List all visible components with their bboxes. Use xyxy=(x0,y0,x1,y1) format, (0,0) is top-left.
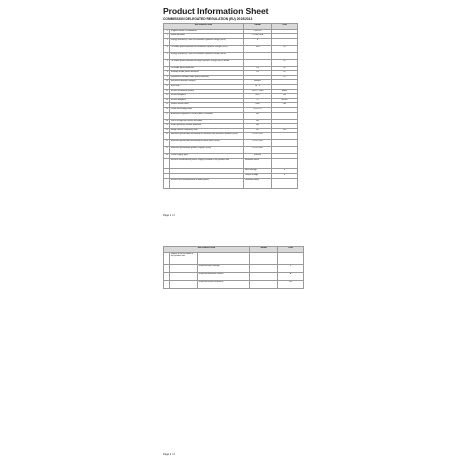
parameter-value: 01.01.2028 xyxy=(244,147,272,154)
parameter-label: Off mode power demand xyxy=(170,66,244,71)
parameter-unit xyxy=(272,133,298,140)
sub-unit: A xyxy=(278,272,304,280)
row-number: 19 xyxy=(164,124,170,129)
parameter-label: Minimum guaranteed product support (until) xyxy=(170,147,244,154)
table-row xyxy=(164,280,304,288)
parameter-label: Standby mode power demand xyxy=(170,71,244,76)
parameter-value: PHILIPS xyxy=(244,29,272,34)
parameter-value: 27 xyxy=(244,98,272,103)
row-number: 9 xyxy=(164,75,170,80)
table-row xyxy=(164,133,298,140)
table-row xyxy=(164,264,304,272)
parameter-unit: W xyxy=(272,59,298,66)
parameter-value: No xyxy=(244,119,272,124)
sub-label: Required output frequency xyxy=(198,280,250,288)
parameter-value: 1920 × 1080 xyxy=(244,89,272,94)
row-number: 21 xyxy=(164,133,170,140)
row-number: 3 xyxy=(164,38,170,45)
row-number: 18 xyxy=(164,119,170,124)
header-value: Value xyxy=(244,24,272,30)
parameter-unit xyxy=(272,147,298,154)
parameter-value: 0.3 xyxy=(244,71,272,76)
sub-unit: V xyxy=(272,169,298,174)
parameter-value: IPS LCD xyxy=(244,108,272,113)
parameter-unit: W xyxy=(272,45,298,52)
row-number: 15 xyxy=(164,103,170,108)
table-row xyxy=(164,252,304,264)
parameter-value: 271B8QJEB xyxy=(244,34,272,39)
standard-name-label: Standard name xyxy=(244,159,272,169)
parameter-label: Size ratio xyxy=(170,85,244,90)
parameter-label: Screen diagonal xyxy=(170,94,244,99)
table-row xyxy=(164,272,304,280)
table-row xyxy=(164,59,298,66)
page-number: Page 2 / 2 xyxy=(163,453,175,456)
page-number: Page 1 / 2 xyxy=(163,214,175,217)
parameter-unit xyxy=(272,112,298,119)
row-number: 14 xyxy=(164,98,170,103)
parameter-value: 18.8 xyxy=(244,45,272,52)
sub-unit: Hz xyxy=(278,280,304,288)
information-table-page-2 xyxy=(163,246,304,289)
parameter-unit: inches xyxy=(272,98,298,103)
parameter-label: Panel technology used xyxy=(170,108,244,113)
sheet-title: Product Information Sheet xyxy=(163,6,269,16)
parameter-label: On mode power demand for Standard Dynamic Range (SDR) xyxy=(170,45,244,52)
parameter-label: Minimum guaranteed availability of spare parts (until) xyxy=(170,140,244,147)
row-number: 22 xyxy=(164,140,170,147)
parameter-value: No xyxy=(244,124,272,129)
row-number: 2 xyxy=(164,34,170,39)
table-row xyxy=(164,147,298,154)
parameter-label: Automatic Brightness Control (ABC) available xyxy=(170,112,244,119)
row-number: 17 xyxy=(164,112,170,119)
row-number: 1 xyxy=(164,29,170,34)
parameter-unit: cm² xyxy=(272,103,298,108)
standard-name-label: Standard name xyxy=(244,179,272,189)
information-table-page-1 xyxy=(163,23,298,189)
parameter-label: Minimum guaranteed availability of software and firmware updates (until) xyxy=(170,133,244,140)
parameter-label: Networked standby mode power demand xyxy=(170,75,244,80)
parameter-value: 60 xyxy=(244,128,272,133)
parameter-unit xyxy=(272,140,298,147)
parameter-label: Energy Efficiency Class for standard Dynamic Range (SDR) xyxy=(170,38,244,45)
parameter-label: Power supply type: xyxy=(170,154,244,159)
parameter-value: 2006 xyxy=(244,103,272,108)
parameter-value: No xyxy=(244,112,272,119)
parameter-label: Electronic display category xyxy=(170,80,244,85)
row-number: 6 xyxy=(164,59,170,66)
table-row xyxy=(164,38,298,45)
sub-label: Input voltage xyxy=(244,169,272,174)
supply-label: supply in the included in the product box xyxy=(170,252,198,264)
parameter-unit: Hz xyxy=(272,128,298,133)
row-number: 13 xyxy=(164,94,170,99)
parameter-value: 0.3 xyxy=(244,66,272,71)
row-number: 5 xyxy=(164,52,170,59)
parameter-value xyxy=(244,59,272,66)
external-supply-label: External standardised power supply included in the product box xyxy=(170,159,244,169)
regulation-subtitle: COMMISSION DELEGATED REGULATION (EU) 2019/2013 xyxy=(163,17,253,21)
parameter-value: E xyxy=(244,38,272,45)
parameter-value: 68.6 xyxy=(244,94,272,99)
row-number: 7 xyxy=(164,66,170,71)
parameter-unit xyxy=(272,52,298,59)
header-unit: Unit xyxy=(272,24,298,30)
table-row xyxy=(164,179,298,189)
table-row xyxy=(164,112,298,119)
parameter-label: Visible screen area xyxy=(170,103,244,108)
sub-label: Required input voltage xyxy=(198,264,250,272)
row-number: 11 xyxy=(164,85,170,90)
parameter-unit: cm xyxy=(272,94,298,99)
row-number: 16 xyxy=(164,108,170,113)
row-number: 8 xyxy=(164,71,170,76)
table-row xyxy=(164,140,298,147)
parameter-label: Screen diagonal xyxy=(170,98,244,103)
parameter-unit: W xyxy=(272,66,298,71)
parameter-unit xyxy=(272,38,298,45)
sub-label: Output voltage xyxy=(244,174,272,179)
parameter-value: 01.01.2028 xyxy=(244,140,272,147)
table-row xyxy=(164,45,298,52)
header-unit: Unit xyxy=(278,247,304,253)
row-number: 24 xyxy=(164,154,170,159)
sub-unit: V xyxy=(272,174,298,179)
parameter-value: 01.01.2028 xyxy=(244,133,272,140)
parameter-label: Energy Efficiency Class for standard Dynamic Range (HDR) xyxy=(170,52,244,59)
parameter-label: Supplier name or trademark xyxy=(170,29,244,34)
parameter-unit: W xyxy=(272,71,298,76)
non-standard-supply-label: External non-standardised suitable power xyxy=(170,179,244,189)
parameter-value xyxy=(244,52,272,59)
row-number: 10 xyxy=(164,80,170,85)
header-information: INFORMATION xyxy=(164,24,244,30)
table-row xyxy=(164,159,298,169)
sub-label: Required delivered current xyxy=(198,272,250,280)
parameter-label: Screen resolution (pixels) xyxy=(170,89,244,94)
parameter-value: 16 : 9 xyxy=(244,85,272,90)
parameter-label: Room presence sensor available xyxy=(170,124,244,129)
parameter-value: Monitor xyxy=(244,80,272,85)
header-information: INFORMATION xyxy=(164,247,250,253)
sub-unit: V xyxy=(278,264,304,272)
table-row xyxy=(164,52,298,59)
row-number: 23 xyxy=(164,147,170,154)
parameter-label: Image refresh frequency rate xyxy=(170,128,244,133)
parameter-label: Model identifier xyxy=(170,34,244,39)
row-number: 4 xyxy=(164,45,170,52)
parameter-value: Internal xyxy=(244,154,272,159)
parameter-label: On mode power demand for High Dynamic Range (HDR) mode xyxy=(170,59,244,66)
row-number: 12 xyxy=(164,89,170,94)
row-number: 20 xyxy=(164,128,170,133)
header-value: Value xyxy=(250,247,278,253)
parameter-unit: pixels xyxy=(272,89,298,94)
parameter-label: Voice recognition sensor available xyxy=(170,119,244,124)
parameter-unit: W xyxy=(272,75,298,80)
